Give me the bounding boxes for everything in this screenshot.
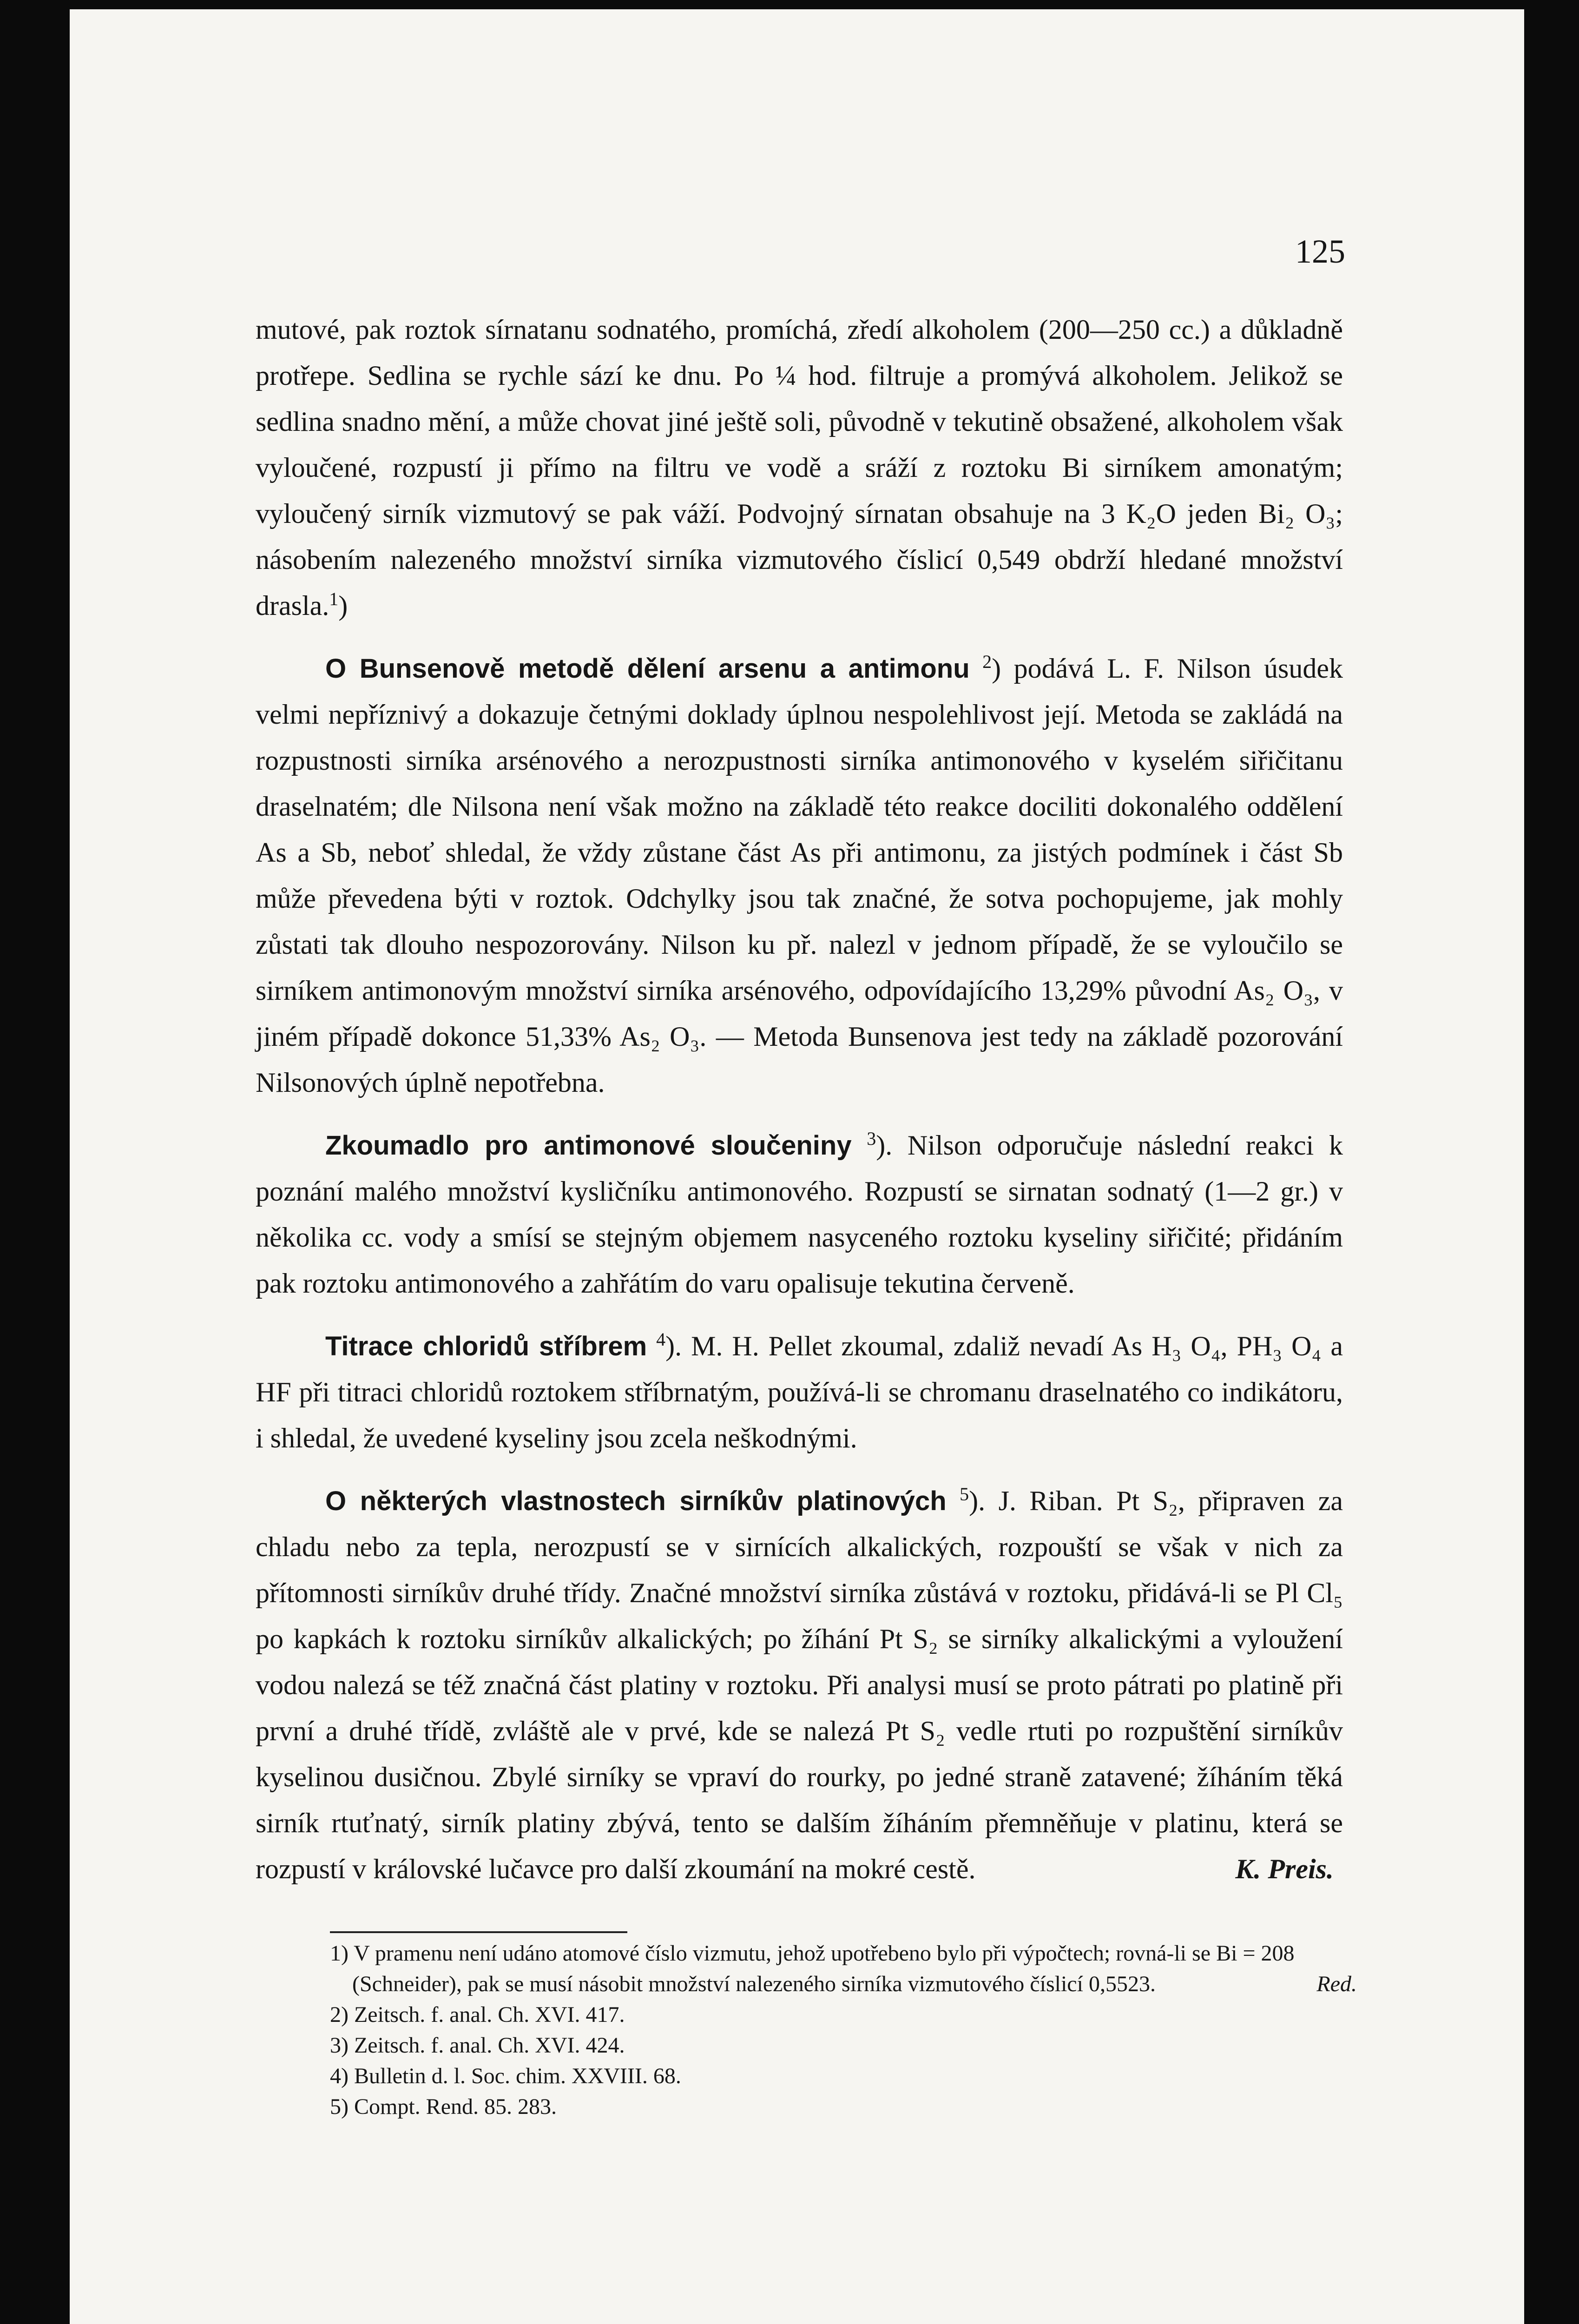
paragraph-1: mutové, pak roztok sírnatanu sodnatého, promíchá, zředí alkoholem (200—250 cc.) a důkladně protřepe. Sedlina se rychle sází ke dnu. Po ¼ hod. filtruje a promývá alkoholem. Jelikož se sedlina snadno mění, a může chovat jiné ještě soli, původně v tekutině obsažené, alkoholem však vyloučené, rozpustí ji přímo na filtru ve vodě a sráží z roztoku Bi sirníkem amonatým; vyloučený sirník vizmutový se pak váží. Podvojný sírnatan obsahuje na 3 K₂O jeden Bi₂ O₃; násobením nalezeného množství sirníka vizmutového číslicí 0,549 obdrží hledané množství drasla.$^1$): [256, 314, 1343, 621]
heading-antimony-reagent: Zkoumadlo pro antimonové sloučeniny: [325, 1130, 852, 1161]
author-signature: K. Preis.: [1235, 1854, 1334, 1884]
footnote-1: [330, 1938, 1366, 2000]
paragraph-5: O některých vlastnostech sirníkův platinových $^5$). J. Riban. Pt S₂, připraven za chladu nebo za tepla, nerozpustí se v sirnících alkalických, rozpouští se však v nich za přítomnosti sirníkův druhé třídy. Značné množství sirníka zůstává v roztoku, přidává-li se Pl Cl₅ po kapkách k roztoku sirníkův alkalických; po žíhání Pt S₂ se sirníky alkalickými a vyloužení vodou nalezá se též značná část platiny v roztoku. Při analysi musí se proto pátrati po platině při první a druhé třídě, zvláště ale v prvé, kde se nalezá Pt S₂ vedle rtuti po rozpuštění sirníkův kyselinou dusičnou. Zbylé sirníky se vpraví do rourky, po jedné straně zatavené; žíháním těká sirník rtuťnatý, sirník platiny zbývá, tento se dalším žíháním přemněňuje v platinu, která se rozpustí v královské lučavce pro další zkoumání na mokré cestě. K. Preis.: [256, 1478, 1343, 1892]
footnote-5: [330, 2092, 1366, 2122]
footnote-marker: 3): [330, 2033, 349, 2058]
footnote-4: [330, 2061, 1366, 2092]
footnote-3: [330, 2030, 1366, 2061]
paragraph-4: Titrace chloridů stříbrem $^4$). M. H. Pellet zkoumal, zdaliž nevadí As H₃ O₄, PH₃ O₄ a HF při titraci chloridů roztokem stříbrnatým, používá-li se chromanu draselnatého co indikátoru, i shledal, že uvedené kyseliny jsou zcela neškodnými.: [256, 1329, 1343, 1453]
paragraph-2-text: podává L. F. Nilson úsudek velmi nepříznivý a dokazuje četnými doklady úplnou nespolehlivost její. Metoda se zakládá na rozpustnosti sirníka arsénového a nerozpustnosti sirníka antimonového v kyselém siřičitanu draselnatém; dle Nilsona není však možno na základě této reakce dociliti dokonalého oddělení As a Sb, neboť shledal, že vždy zůstane část As při antimonu, za jistých podmínek i část Sb může převedena býti v roztok. Odchylky jsou tak značné, že sotva pochopujeme, jak mohly zůstati tak dlouho nespozorovány. Nilson ku př. nalezl v jednom případě, že se vyloučilo se sirníkem antimonovým množství sirníka arsénového, odpovídajícího 13,29% původní As₂ O₃, v jiném případě dokonce 51,33% As₂ O₃. — Metoda Bunsenova jest tedy na základě pozorování Nilsonových úplně nepotřebna.: [256, 653, 1343, 1098]
paragraph-1-text: mutové, pak roztok sírnatanu sodnatého, promíchá, zředí alkoholem (200—250 cc.) a důkladně protřepe. Sedlina se rychle sází ke dnu. Po ¼ hod. filtruje a promývá alkoholem. Jelikož se sedlina snadno mění, a může chovat jiné ještě soli, původně v tekutině obsažené, alkoholem však vyloučené, rozpustí ji přímo na filtru ve vodě a sráží z roztoku Bi sirníkem amonatým; vyloučený sirník vizmutový se pak váží. Podvojný sírnatan obsahuje na 3 K₂O jeden Bi₂ O₃; násobením nalezeného množství sirníka vizmutového číslicí 0,549 obdrží hledané množství drasla.: [256, 314, 1343, 621]
paragraph-4-text: . M. H. Pellet zkoumal, zdaliž nevadí As H₃ O₄, PH₃ O₄ a HF při titraci chloridů roztokem stříbrnatým, používá-li se chromanu draselnatého co indikátoru, i shledal, že uvedené kyseliny jsou zcela neškodnými.: [256, 1331, 1343, 1453]
heading-chloride-titration: Titrace chloridů stříbrem: [325, 1331, 647, 1361]
footnote-2: [330, 2000, 1366, 2030]
paragraph-3-text: . Nilson odporučuje následní reakci k poznání malého množství kysličníku antimonového. Rozpustí se sirnatan sodnatý (1—2 gr.) v několika cc. vody a smísí se stejným objemem nasyceného roztoku kyseliny siřičité; přidáním pak roztoku antimonového a zahřátím do varu opalisuje tekutina červeně.: [256, 1130, 1343, 1299]
paragraph-2: O Bunsenově metodě dělení arsenu a antimonu $^2$) podává L. F. Nilson úsudek velmi nepříznivý a dokazuje četnými doklady úplnou nespolehlivost její. Metoda se zakládá na rozpustnosti sirníka arsénového a nerozpustnosti sirníka antimonového v kyselém siřičitanu draselnatém; dle Nilsona není však možno na základě této reakce dociliti dokonalého oddělení As a Sb, neboť shledal, že vždy zůstane část As při antimonu, za jistých podmínek i část Sb může převedena býti v roztok. Odchylky jsou tak značné, že sotva pochopujeme, jak mohly zůstati tak dlouho nespozorovány. Nilson ku př. nalezl v jednom případě, že se vyloučilo se sirníkem antimonovým množství sirníka arsénového, odpovídajícího 13,29% původní As₂ O₃, v jiném případě dokonce 51,33% As₂ O₃. — Metoda Bunsenova jest tedy na základě pozorování Nilsonových úplně nepotřebna.: [256, 651, 1343, 1098]
footnote-editor-mark: Red.: [1316, 1972, 1357, 1996]
footnotes: [330, 1938, 1366, 2122]
footnote-ref-1: 1: [329, 588, 339, 609]
paragraph-5-text: . J. Riban. Pt S₂, připraven za chladu nebo za tepla, nerozpustí se v sirnících alkalických, rozpouští se však v nich za přítomnosti sirníkův druhé třídy. Značné množství sirníka zůstává v roztoku, přidává-li se Pl Cl₅ po kapkách k roztoku sirníkův alkalických; po žíhání Pt S₂ se sirníky alkalickými a vyloužení vodou nalezá se též značná část platiny v roztoku. Při analysi musí se proto pátrati po platině při první a druhé třídě, zvláště ale v prvé, kde se nalezá Pt S₂ vedle rtuti po rozpuštění sirníkův kyselinou dusičnou. Zbylé sirníky se vpraví do rourky, po jedné straně zatavené; žíháním těká sirník rtuťnatý, sirník platiny zbývá, tento se dalším žíháním přemněňuje v platinu, která se rozpustí v královské lučavce pro další zkoumání na mokré cestě.: [256, 1486, 1343, 1884]
page: [70, 9, 1524, 2324]
footnote-text: V pramenu není udáno atomové číslo vizmutu, jehož upotřebeno bylo při výpočtech; rovná-li se Bi = 208 (Schneider), pak se musí násobit množství nalezeného sirníka vizmutového číslicí 0,5523.: [352, 1941, 1295, 1996]
footnote-text: Bulletin d. l. Soc. chim. XXVIII. 68.: [354, 2064, 681, 2088]
footnote-text: Zeitsch. f. anal. Ch. XVI. 424.: [354, 2033, 625, 2058]
paragraph-3: Zkoumadlo pro antimonové sloučeniny $^3$). Nilson odporučuje následní reakci k poznání malého množství kysličníku antimonového. Rozpustí se sirnatan sodnatý (1—2 gr.) v několika cc. vody a smísí se stejným objemem nasyceného roztoku kyseliny siřičité; přidáním pak roztoku antimonového a zahřátím do varu opalisuje tekutina červeně.: [256, 1128, 1343, 1299]
footnote-text: Compt. Rend. 85. 283.: [354, 2094, 557, 2119]
footnote-marker: 4): [330, 2064, 349, 2088]
footnote-marker: 5): [330, 2094, 349, 2119]
footnote-ref-2: 2: [982, 651, 992, 672]
footnote-text: Zeitsch. f. anal. Ch. XVI. 417.: [354, 2002, 625, 2027]
heading-bunsen-method: O Bunsenově metodě dělení arsenu a antimonu: [325, 654, 970, 684]
page-number: 125: [1295, 233, 1345, 270]
footnote-divider: [330, 1931, 627, 1933]
article-body: [256, 307, 1343, 1892]
footnote-marker: 1): [330, 1941, 349, 1966]
footnote-ref-5: 5: [960, 1484, 969, 1505]
footnote-ref-3: 3: [867, 1128, 876, 1149]
footnote-ref-4: 4: [656, 1329, 666, 1350]
footnote-marker: 2): [330, 2002, 349, 2027]
heading-platinum-sulfides: O některých vlastnostech sirníkův platinových: [325, 1486, 947, 1516]
